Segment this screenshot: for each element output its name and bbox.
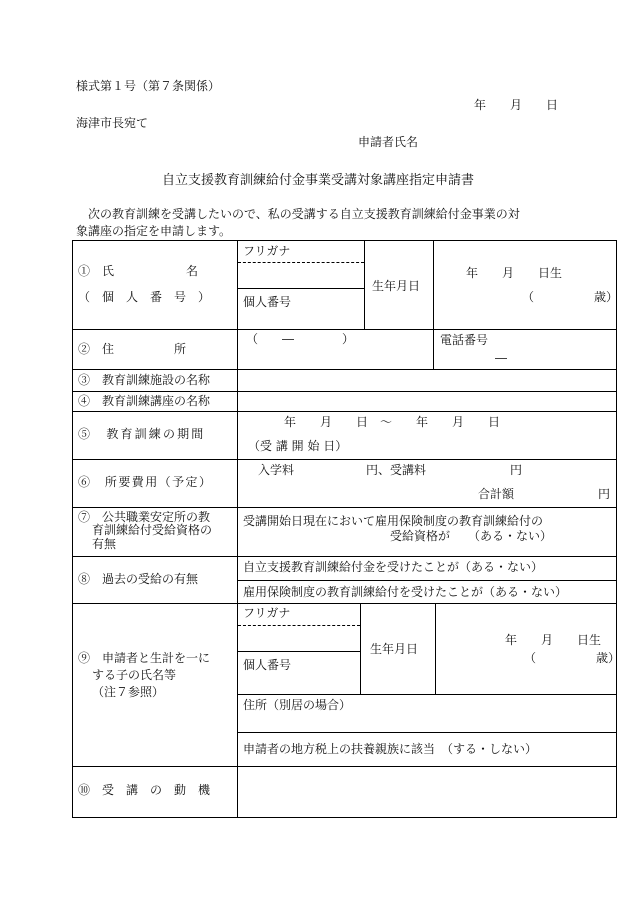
row1-furigana-label: フリガナ — [243, 244, 291, 258]
row1-label-name: ① 氏 名 — [78, 264, 199, 278]
row8-label-past-receipt: ⑧ 過去の受給の有無 — [78, 572, 199, 586]
row-divider — [72, 507, 617, 508]
row6-total-line: 合計額 円 — [478, 487, 611, 501]
row4-label-course-name: ④ 教育訓練講座の名称 — [78, 394, 211, 408]
row8-value-line2: 雇用保険制度の教育訓練給付を受けたことが（ある・ない） — [243, 585, 568, 599]
row5-label-period: ⑤ 教育訓練の期間 — [78, 427, 206, 441]
intro-line-1: 次の教育訓練を受講したいので、私の受講する自立支援教育訓練給付金事業の対 — [76, 207, 520, 221]
row-divider — [72, 556, 617, 557]
cell-divider — [238, 288, 364, 289]
row5-start-note: （受 講 開 始 日） — [248, 439, 348, 453]
row9-birth-label: 生年月日 — [370, 642, 419, 656]
row9-age-value: （ 歳） — [524, 651, 621, 665]
row2-address-value: （ ― ） — [246, 332, 355, 346]
table-border-bottom — [72, 817, 617, 818]
addressee: 海津市長宛て — [76, 116, 149, 130]
furigana-dashed-line — [238, 625, 360, 626]
row8-value-line1: 自立支援教育訓練給付金を受けたことが（ある・ない） — [243, 560, 544, 574]
cell-divider — [435, 603, 436, 694]
row1-birth-label: 生年月日 — [372, 279, 421, 293]
row3-label-facility-name: ③ 教育訓練施設の名称 — [78, 373, 211, 387]
row1-personal-number-label: 個人番号 — [243, 295, 292, 309]
row-divider — [72, 459, 617, 460]
cell-divider — [238, 694, 617, 695]
row1-birth-value: 年 月 日生 — [466, 266, 563, 280]
furigana-dashed-line — [238, 262, 364, 263]
row-divider — [72, 766, 617, 767]
row6-fees-line: 入学料 円、受講料 円 — [258, 463, 523, 477]
date-field: 年 月 日 — [474, 98, 559, 112]
row10-label-motivation: ⑩ 受 講 の 動 機 — [78, 783, 211, 797]
row7-label-line2: 育訓練給付受給資格の — [92, 523, 213, 537]
row9-birth-value: 年 月 日生 — [505, 633, 602, 647]
row-divider — [72, 329, 617, 330]
row9-label-line2: する子の氏名等 — [92, 668, 177, 682]
row5-period-value: 年 月 日 ～ 年 月 日 — [284, 415, 501, 429]
row7-value-line1: 受講開始日現在において雇用保険制度の教育訓練給付の — [243, 514, 544, 528]
row9-personal-number-label: 個人番号 — [243, 658, 292, 672]
row9-label-line3: （注７参照） — [92, 685, 165, 699]
table-border-top — [72, 240, 617, 241]
intro-line-2: 象講座の指定を申請します。 — [76, 224, 232, 238]
row-divider — [72, 391, 617, 392]
row1-label-personal-number: （ 個 人 番 号 ） — [78, 290, 211, 304]
row2-phone-label: 電話番号 — [440, 333, 489, 347]
cell-divider — [433, 329, 434, 370]
cell-divider — [238, 580, 617, 581]
row7-value-line2: 受給資格が （ある・ない） — [390, 529, 553, 543]
row-divider — [72, 411, 617, 412]
row2-phone-value: ― — [495, 351, 507, 365]
table-border-left — [72, 240, 73, 818]
applicant-name-label: 申請者氏名 — [358, 135, 419, 149]
row9-dependent-label: 申請者の地方税上の扶養親族に該当 （する・しない） — [243, 742, 538, 756]
row2-label-address: ② 住 所 — [78, 342, 187, 356]
row9-label-line1: ⑨ 申請者と生計を一に — [78, 651, 211, 665]
row-divider — [72, 369, 617, 370]
page-title: 自立支援教育訓練給付金事業受講対象講座指定申請書 — [162, 173, 475, 188]
row9-furigana-label: フリガナ — [243, 606, 291, 620]
cell-divider — [433, 240, 434, 330]
row-divider — [72, 603, 617, 604]
row6-label-cost: ⑥ 所要費用（予定） — [78, 475, 213, 489]
form-number: 様式第１号（第７条関係） — [76, 79, 221, 93]
row7-label-line1: ⑦ 公共職業安定所の教 — [78, 510, 211, 524]
cell-divider — [238, 732, 617, 733]
cell-divider — [238, 651, 360, 652]
cell-divider — [360, 603, 361, 694]
row1-age-value: （ 歳） — [522, 290, 619, 304]
row9-address-label: 住所（別居の場合） — [243, 698, 352, 712]
row7-label-line3: 有無 — [92, 537, 117, 551]
cell-divider — [364, 240, 365, 330]
